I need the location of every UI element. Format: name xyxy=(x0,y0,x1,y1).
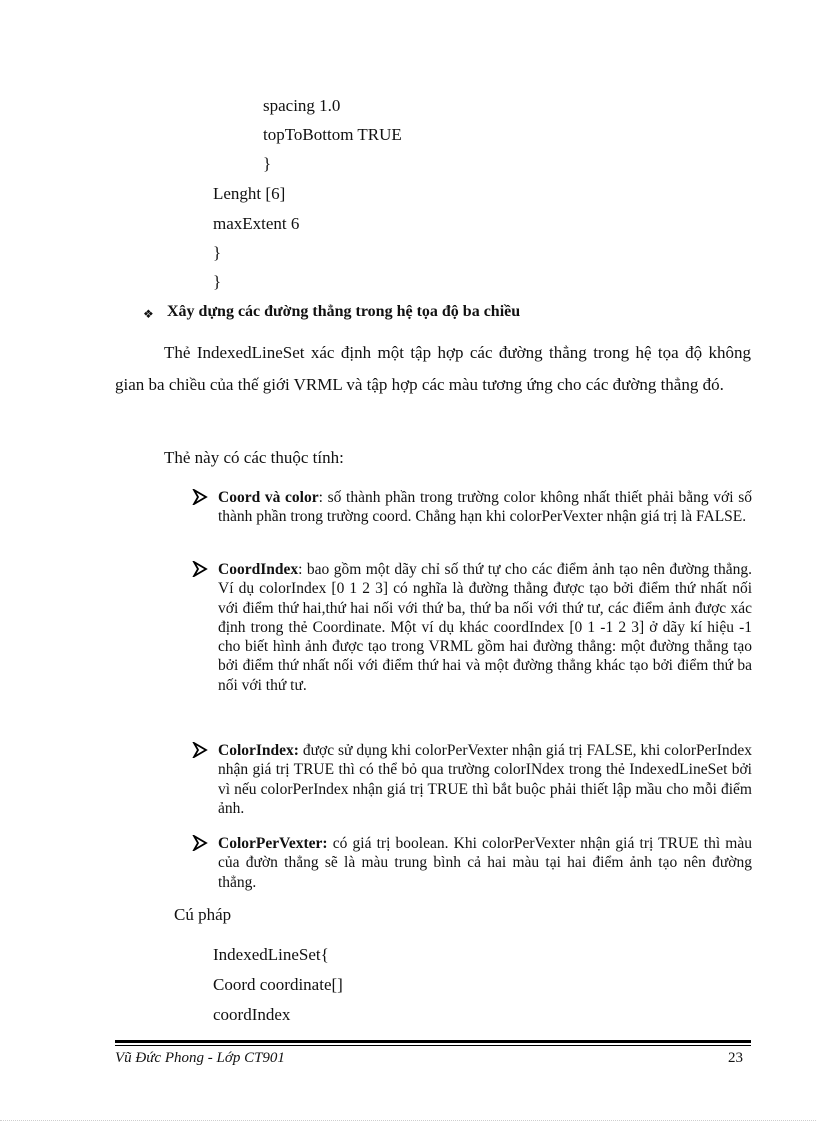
property-term: Coord và color xyxy=(218,489,319,506)
list-item xyxy=(192,560,752,695)
page-number: 23 xyxy=(728,1050,743,1066)
code-line: } xyxy=(263,154,272,173)
attributes-intro: Thẻ này có các thuộc tính: xyxy=(164,448,344,467)
code-line: coordIndex xyxy=(213,1005,291,1024)
property-description: có giá trị boolean. Khi colorPerVexter nhận giá trị TRUE thì màu của đườn thẳng sẽ là màu trung bình cả hai màu tại hai điểm ảnh tạo nên đường thẳng. xyxy=(218,835,752,891)
arrow-bullet-icon xyxy=(192,742,210,758)
code-line: topToBottom TRUE xyxy=(263,125,402,144)
list-item xyxy=(192,834,752,892)
arrow-bullet-icon xyxy=(192,561,210,577)
section-heading: Xây dựng các đường thẳng trong hệ tọa độ ba chiều xyxy=(167,303,521,320)
footer-rule-thick xyxy=(115,1040,751,1043)
intro-paragraph: Thẻ IndexedLineSet xác định một tập hợp các đường thẳng trong hệ tọa độ không gian ba chiều của thế giới VRML và tập hợp các màu tương ứng cho các đường thẳng đó. xyxy=(115,343,751,394)
syntax-label: Cú pháp xyxy=(174,905,232,924)
property-separator: : xyxy=(318,489,323,506)
property-term: CoordIndex xyxy=(218,561,299,578)
footer-author: Vũ Đức Phong - Lớp CT901 xyxy=(115,1050,285,1066)
property-description: được sử dụng khi colorPerVexter nhận giá trị FALSE, khi colorPerIndex nhận giá trị TRUE thì có thể bỏ qua trường colorINdex trong thẻ IndexedLineSet bởi vì nếu colorPerIndex nhận giá trị TRUE thì bắt buộc phải thiết lập mầu cho mỗi điểm ảnh. xyxy=(218,742,752,817)
page-boundary xyxy=(0,1120,816,1121)
code-line: } xyxy=(213,272,222,291)
property-separator: : xyxy=(298,561,303,578)
property-term: ColorIndex: xyxy=(218,742,299,759)
property-description: bao gồm một dãy chỉ số thứ tự cho các điểm ảnh tạo nên đường thẳng. Ví dụ colorIndex [0 1 2 3] có nghĩa là đường thẳng được tạo bởi điểm thứ nhất nối với điểm thứ hai,thứ hai nối với thứ ba, thứ ba nối với thứ tư, các điểm ảnh được xác định trong thẻ Coordinate. Một ví dụ khác coordIndex [0 1 -1 2 3] ở dãy kí hiệu -1 cho biết hình ảnh được tạo trong VRML gồm hai đường thẳng: một đường thẳng tạo bởi điểm thứ nhất nối với điểm thứ hai và một đường thẳng khác tạo bởi điểm thứ ba nối với thứ tư. xyxy=(218,561,752,694)
footer-rule-thin xyxy=(115,1045,751,1046)
list-item xyxy=(192,741,752,818)
code-line: } xyxy=(213,243,222,262)
arrow-bullet-icon xyxy=(192,489,210,505)
property-term: ColorPerVexter: xyxy=(218,835,328,852)
code-line: Coord coordinate[] xyxy=(213,975,343,994)
code-line: maxExtent 6 xyxy=(213,214,300,233)
diamond-bullet-icon: ❖ xyxy=(143,307,154,321)
arrow-bullet-icon xyxy=(192,835,210,851)
property-description: số thành phần trong trường color không nhất thiết phải bằng với số thành phần trong trường coord. Chẳng hạn khi colorPerVexter nhận giá trị là FALSE. xyxy=(218,489,752,526)
code-line: IndexedLineSet{ xyxy=(213,945,329,964)
code-line: spacing 1.0 xyxy=(263,96,341,115)
code-line: Lenght [6] xyxy=(213,184,286,203)
list-item xyxy=(192,488,752,527)
